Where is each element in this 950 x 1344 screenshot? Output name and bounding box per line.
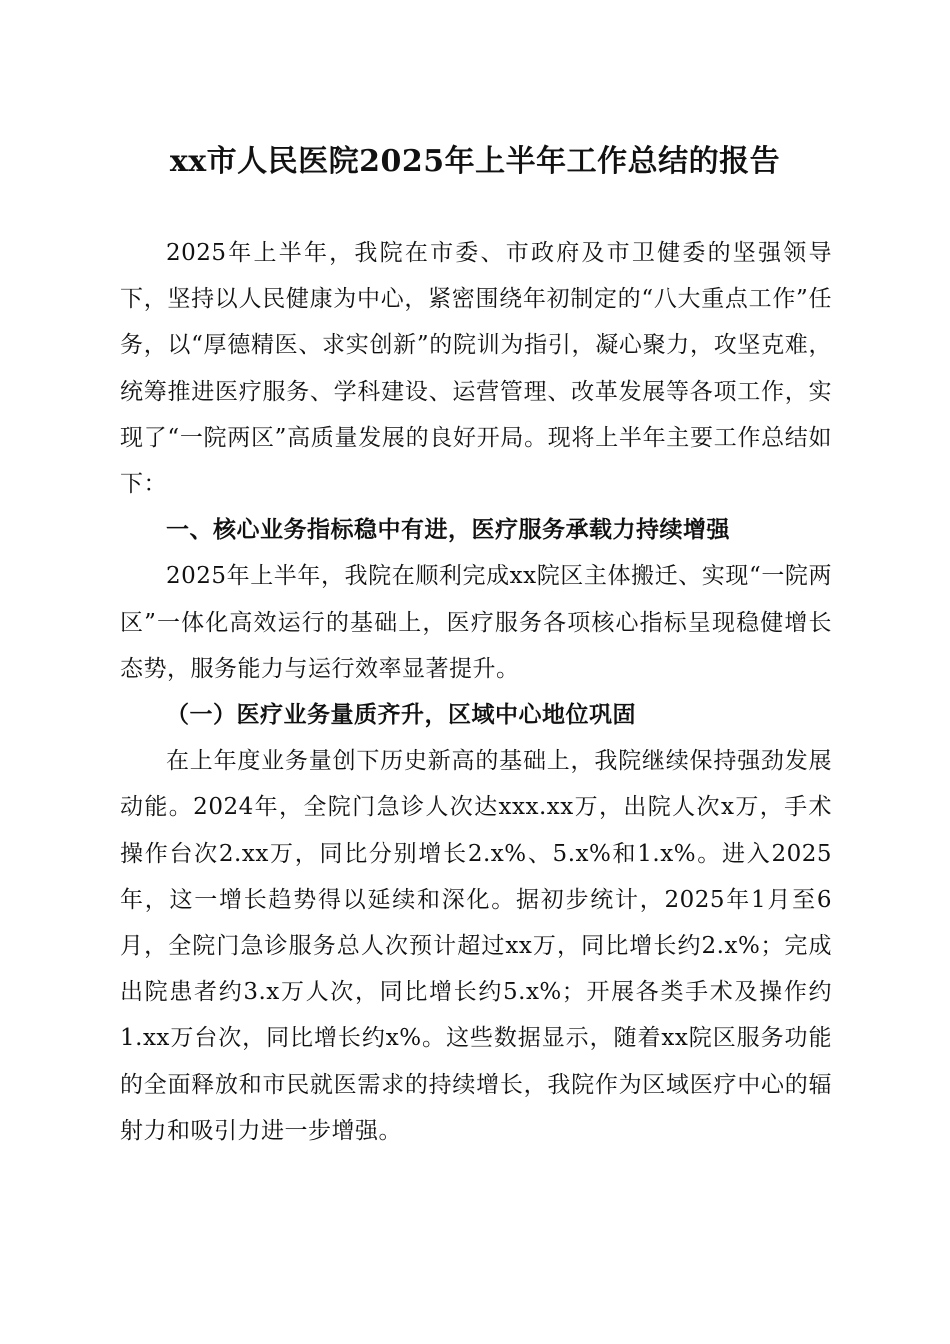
section-heading-1: 一、核心业务指标稳中有进，医疗服务承载力持续增强 — [166, 516, 730, 544]
section-1-paragraph: 2025年上半年，我院在顺利完成xx院区主体搬迁、实现“一院两区”一体化高效运行的基础上，医疗服务各项核心指标呈现稳健增长态势，服务能力与运行效率显著提升。 — [120, 563, 832, 682]
document-body — [120, 230, 832, 1154]
subsection-heading-1: （一）医疗业务量质齐升，区域中心地位巩固 — [166, 701, 636, 729]
intro-paragraph: 2025年上半年，我院在市委、市政府及市卫健委的坚强领导下，坚持以人民健康为中心，紧密围绕年初制定的“八大重点工作”任务，以“厚德精医、求实创新”的院训为指引，凝心聚力，攻坚克难，统筹推进医疗服务、学科建设、运营管理、改革发展等各项工作，实现了“一院两区”高质量发展的良好开局。现将上半年主要工作总结如下： — [120, 240, 832, 498]
document-title: xx市人民医院2025年上半年工作总结的报告 — [169, 144, 781, 179]
subsection-1-paragraph: 在上年度业务量创下历史新高的基础上，我院继续保持强劲发展动能。2024年，全院门急诊人次达xxx.xx万，出院人次x万，手术操作台次2.xx万，同比分别增长2.x%、5.x%和1.x%。进入2025年，这一增长趋势得以延续和深化。据初步统计，2025年1月至6月，全院门急诊服务总人次预计超过xx万，同比增长约2.x%；完成出院患者约3.x万人次，同比增长约5.x%；开展各类手术及操作约1.xx万台次，同比增长约x%。这些数据显示，随着xx院区服务功能的全面释放和市民就医需求的持续增长，我院作为区域医疗中心的辐射力和吸引力进一步增强。 — [120, 748, 832, 1144]
